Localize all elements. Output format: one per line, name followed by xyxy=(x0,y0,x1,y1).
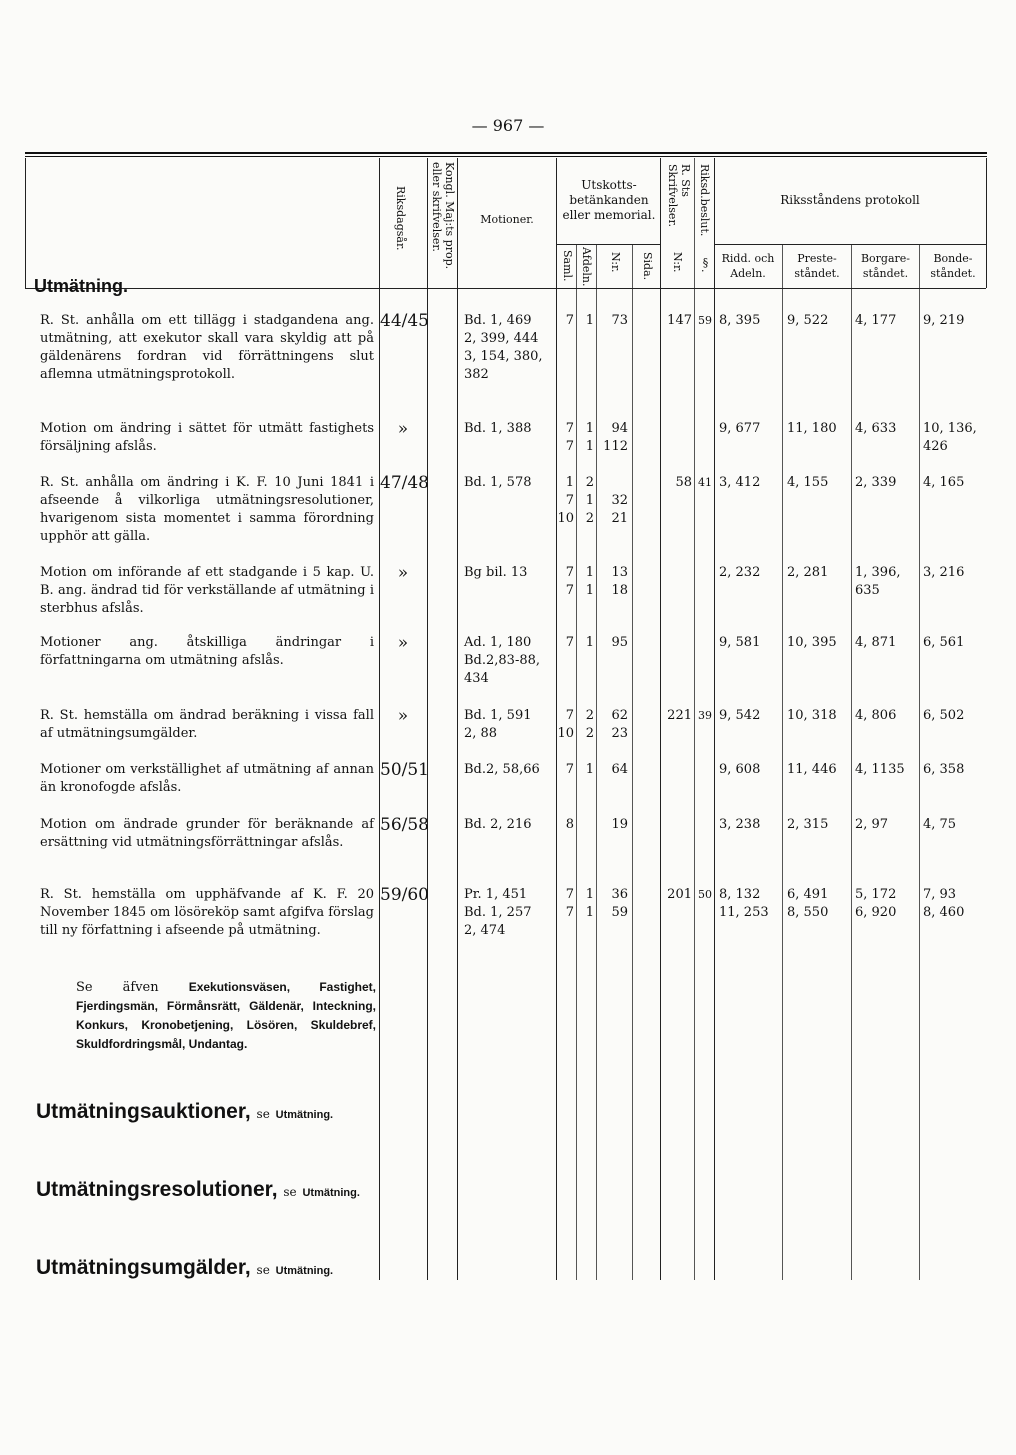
sub-entry-ref: Utmätning. xyxy=(275,1265,334,1277)
entry-saml: 7 10 xyxy=(557,708,574,741)
header-borgare: Borgare-ståndet. xyxy=(860,252,911,280)
entry-prest: 10, 395 xyxy=(787,635,837,650)
header-rsts-nr: N:r. xyxy=(671,252,684,273)
column-line xyxy=(919,244,920,1280)
entry-afd: 2 1 2 xyxy=(585,475,594,526)
column-line xyxy=(632,244,633,1280)
entry-borg: 1, 396, 635 xyxy=(855,565,901,598)
entry-nr: 13 18 xyxy=(611,565,628,598)
top-rule xyxy=(25,152,987,154)
entry-saml: 7 7 xyxy=(565,565,574,598)
header-ridd: Ridd. och Adeln. xyxy=(721,252,775,280)
entry-motioner: Bd. 1, 578 xyxy=(464,475,532,490)
see-also-prefix: Se äfven xyxy=(76,980,159,995)
sub-entry xyxy=(36,1178,360,1202)
entry-bonde: 9, 219 xyxy=(923,313,965,328)
entry-saml: 8 xyxy=(565,817,574,832)
entry-bonde: 6, 358 xyxy=(923,762,965,777)
entry-nr: 36 59 xyxy=(611,887,628,920)
header-bottom-rule xyxy=(25,288,986,289)
entry-ridd: 9, 581 xyxy=(719,635,761,650)
column-line xyxy=(782,244,783,1280)
sub-entry xyxy=(36,1256,333,1280)
entry-nr: 95 xyxy=(611,635,628,650)
header-subrule xyxy=(714,244,986,245)
entry-borg: 4, 633 xyxy=(855,421,897,436)
entry-rsts: 58 xyxy=(675,475,692,490)
entry-nr: 94 112 xyxy=(603,421,628,454)
entry-afd: 1 xyxy=(585,635,594,650)
entry-text: R. St. anhålla om ändring i K. F. 10 Juni 1841 i afseende å vilkorliga utmätningsresolutioner, hvarigenom sista momentet i samma förordning upphör att gälla. xyxy=(40,475,374,544)
entry-year: 44/45 xyxy=(380,311,429,331)
entry-motioner: Bd.2, 58,66 xyxy=(464,762,540,777)
see-also-refs: Exekutionsväsen, Fastighet, Fjerdingsmän, Förmånsrätt, Gäldenär, Inteckning, Konkurs, Kronobetjening, Lösören, Skuldebref, Skuldfordringsmål, Undantag. xyxy=(76,980,376,1051)
entry-bonde: 6, 561 xyxy=(923,635,965,650)
sub-entry xyxy=(36,1100,333,1124)
entry-borg: 4, 1135 xyxy=(855,762,905,777)
entry-ridd: 9, 608 xyxy=(719,762,761,777)
entry-motioner: Bg bil. 13 xyxy=(464,565,528,580)
entry-text: R. St. hemställa om upphäfvande af K. F. 20 November 1845 om lösöreköp samt afgifva förslag till ny författning i afseende på utmätning. xyxy=(40,887,374,938)
entry-saml: 7 7 xyxy=(565,887,574,920)
header-bonde: Bonde-ståndet. xyxy=(930,252,976,280)
entry-saml: 7 xyxy=(565,762,574,777)
entry-saml: 7 xyxy=(565,313,574,328)
header-saml: Saml. xyxy=(561,250,574,282)
entry-rsts: 201 xyxy=(667,887,692,902)
entry-ridd: 2, 232 xyxy=(719,565,761,580)
entry-year: » xyxy=(397,706,409,726)
entry-text: Motion om ändring i sättet för utmätt fastighets försäljning afslås. xyxy=(40,421,374,454)
entry-saml: 7 xyxy=(565,635,574,650)
entry-prest: 9, 522 xyxy=(787,313,829,328)
entry-motioner: Ad. 1, 180 Bd.2,83-88, 434 xyxy=(464,635,541,686)
header-sida: Sida. xyxy=(641,252,654,281)
header-riksd: Riksd.beslut. xyxy=(698,164,711,237)
column-line xyxy=(986,158,987,288)
entry-afd: 1 1 xyxy=(585,887,594,920)
entry-text: Motioner ang. åtskilliga ändringar i författningarna om utmätning afslås. xyxy=(40,635,374,668)
entry-nr: 19 xyxy=(611,817,628,832)
page-number: — 967 — xyxy=(471,116,545,135)
entry-prest: 4, 155 xyxy=(787,475,829,490)
entry-motioner: Pr. 1, 451 Bd. 1, 257 2, 474 xyxy=(464,887,532,938)
sub-entry-see: se xyxy=(283,1185,297,1199)
entry-year: » xyxy=(397,419,409,439)
entry-ridd: 9, 542 xyxy=(719,708,761,723)
header-kongl: Kongl. Maj:ts prop. eller skrifvelser. xyxy=(430,162,456,270)
entry-ridd: 3, 238 xyxy=(719,817,761,832)
entry-bonde: 3, 216 xyxy=(923,565,965,580)
entry-bonde: 10, 136, 426 xyxy=(923,421,977,454)
header-nr: N:r. xyxy=(609,252,622,273)
entry-afd: 1 xyxy=(585,762,594,777)
column-line xyxy=(25,158,26,288)
entry-saml: 7 7 xyxy=(565,421,574,454)
entry-year: » xyxy=(397,563,409,583)
entry-year: 50/51 xyxy=(380,760,429,780)
sub-entry-see: se xyxy=(256,1107,270,1121)
entry-year: 59/60 xyxy=(380,885,429,905)
header-utskotts: Utskotts-betänkanden eller memorial. xyxy=(562,178,656,222)
entry-ridd: 8, 132 11, 253 xyxy=(719,887,769,920)
entry-borg: 4, 871 xyxy=(855,635,897,650)
entry-bonde: 7, 93 8, 460 xyxy=(923,887,965,920)
entry-prest: 2, 315 xyxy=(787,817,829,832)
entry-prest: 2, 281 xyxy=(787,565,829,580)
entry-sec: 50 xyxy=(698,888,712,901)
entry-bonde: 4, 165 xyxy=(923,475,965,490)
entry-text: Motion om ändrade grunder för beräknande af ersättning vid utmätningsförrättningar afslås. xyxy=(40,817,374,850)
entry-motioner: Bd. 1, 388 xyxy=(464,421,532,436)
entry-bonde: 6, 502 xyxy=(923,708,965,723)
sub-entry-ref: Utmätning. xyxy=(302,1187,360,1199)
entry-afd: 1 1 xyxy=(585,421,594,454)
top-rule-thin xyxy=(25,156,987,157)
entry-afd: 1 xyxy=(585,313,594,328)
entry-rsts: 147 xyxy=(667,313,692,328)
entry-ridd: 9, 677 xyxy=(719,421,761,436)
sub-entry-title: Utmätningsumgälder, xyxy=(36,1256,251,1279)
entry-prest: 10, 318 xyxy=(787,708,837,723)
entry-text: R. St. hemställa om ändrad beräkning i vissa fall af utmätningsumgälder. xyxy=(40,708,374,741)
sub-entry-see: se xyxy=(256,1263,270,1277)
header-preste: Preste-ståndet. xyxy=(794,252,840,280)
column-line xyxy=(714,158,715,1280)
entry-borg: 2, 339 xyxy=(855,475,897,490)
entry-nr: 64 xyxy=(611,762,628,777)
entry-afd: 1 1 xyxy=(585,565,594,598)
header-motioner: Motioner. xyxy=(480,213,534,226)
entry-saml: 1 7 10 xyxy=(557,475,574,526)
entry-motioner: Bd. 1, 591 2, 88 xyxy=(464,708,532,741)
entry-sec: 39 xyxy=(698,709,712,722)
entry-nr: 62 23 xyxy=(611,708,628,741)
entry-year: » xyxy=(397,633,409,653)
entry-text: R. St. anhålla om ett tillägg i stadgandena ang. utmätning, att exekutor skall vara skyldig att på gäldenärens fordran vid förrättningens slut aflemna utmätningsprotokoll. xyxy=(40,313,374,382)
entry-sec: 41 xyxy=(698,476,712,489)
entry-text: Motioner om verkställighet af utmätning af annan än kronofogde afslås. xyxy=(40,762,374,795)
entry-afd: 2 2 xyxy=(585,708,594,741)
entry-sec: 59 xyxy=(698,314,712,327)
column-line xyxy=(851,244,852,1280)
entry-motioner: Bd. 2, 216 xyxy=(464,817,532,832)
entry-prest: 6, 491 8, 550 xyxy=(787,887,829,920)
header-subrule xyxy=(556,244,660,245)
entry-motioner: Bd. 1, 469 2, 399, 444 3, 154, 380, 382 xyxy=(464,313,543,382)
section-title: Utmätning. xyxy=(34,276,128,296)
header-riksd-s: §. xyxy=(699,256,712,273)
header-protokoll: Riksståndens protokoll xyxy=(780,193,920,207)
entry-borg: 4, 806 xyxy=(855,708,897,723)
entry-borg: 4, 177 xyxy=(855,313,897,328)
entry-borg: 2, 97 xyxy=(855,817,889,832)
header-afdeln: Afdeln. xyxy=(580,247,593,287)
entry-nr: 73 xyxy=(611,313,628,328)
entry-text: Motion om införande af ett stadgande i 5 kap. U. B. ang. ändrad tid för verkställande af utmätning i sterbhus afslås. xyxy=(40,565,374,616)
entry-prest: 11, 180 xyxy=(787,421,837,436)
sub-entry-ref: Utmätning. xyxy=(275,1109,334,1121)
see-also xyxy=(76,978,376,1054)
entry-bonde: 4, 75 xyxy=(923,817,957,832)
entry-rsts: 221 xyxy=(667,708,692,723)
entry-ridd: 3, 412 xyxy=(719,475,761,490)
entry-prest: 11, 446 xyxy=(787,762,837,777)
entry-year: 47/48 xyxy=(380,473,429,493)
entry-year: 56/58 xyxy=(380,815,429,835)
entry-borg: 5, 172 6, 920 xyxy=(855,887,897,920)
column-line xyxy=(457,158,458,1280)
header-riksdagsar: Riksdagsår. xyxy=(394,186,407,251)
header-rsts: R. Sts Skrifvelser. xyxy=(666,164,692,227)
sub-entry-title: Utmätningsresolutioner, xyxy=(36,1178,278,1201)
entry-ridd: 8, 395 xyxy=(719,313,761,328)
entry-nr: 32 21 xyxy=(611,493,628,526)
sub-entry-title: Utmätningsauktioner, xyxy=(36,1100,251,1123)
